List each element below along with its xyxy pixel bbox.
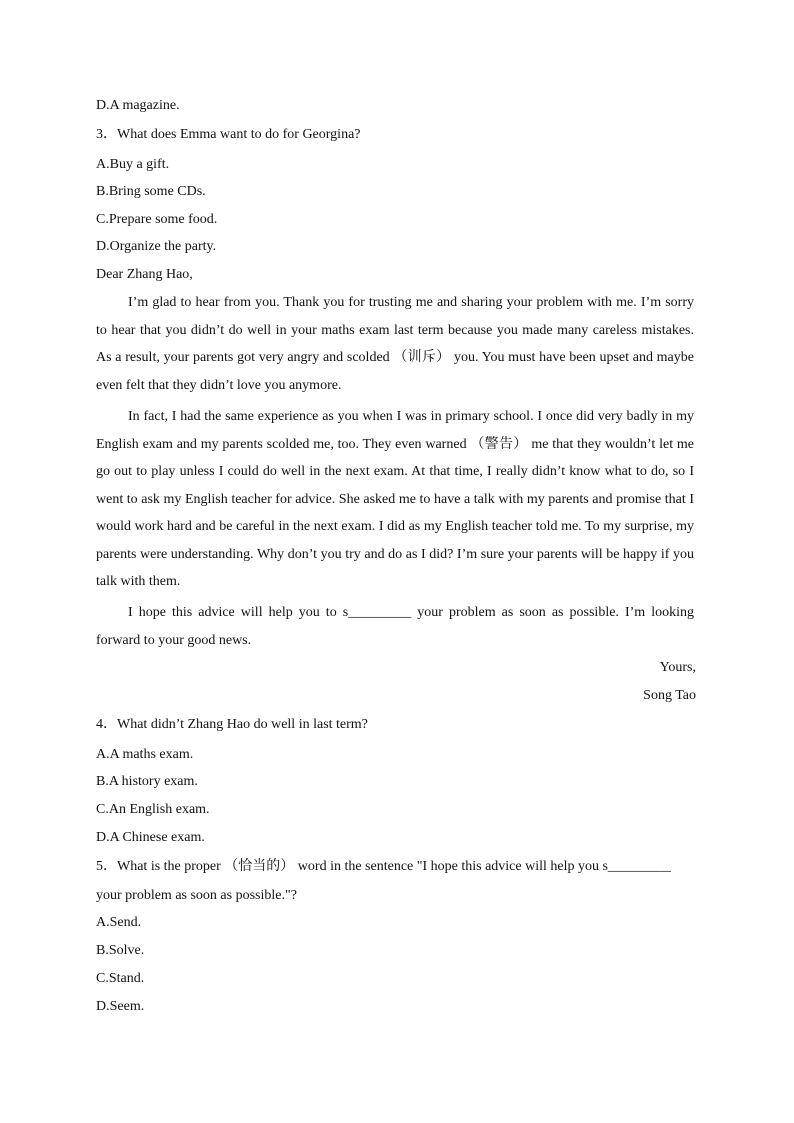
letter-paragraph: I’m glad to hear from you. Thank you for trusting me and sharing your problem with me. I’m sorry to hear that you didn’t do well in your maths exam last term because you made many careless mistakes. As a result, your parents got very angry and scolded （训斥） you. You must have been upset and maybe even felt that they didn’t love you anymore. xyxy=(96,295,694,393)
letter-paragraph: I hope this advice will help you to s_________ your problem as soon as possible. I’m looking forward to your good news. xyxy=(96,605,694,648)
q3-question: 3．What does Emma want to do for Georgina? xyxy=(96,127,361,142)
q4-question: 4．What didn’t Zhang Hao do well in last term? xyxy=(96,717,368,732)
q3-option-b: B.Bring some CDs. xyxy=(96,184,206,199)
q5-option-c: C.Stand. xyxy=(96,971,145,986)
q5-question: 5．What is the proper （恰当的） word in the sentence "I hope this advice will help you s_________ your problem as soon as possible."? xyxy=(96,859,671,903)
letter-signature: Song Tao xyxy=(643,688,696,703)
q2-option-d: D.A magazine. xyxy=(96,98,180,113)
q4-option-a: A.A maths exam. xyxy=(96,747,194,762)
letter-paragraph: In fact, I had the same experience as you when I was in primary school. I once did very badly in my English exam and my parents scolded me, too. They even warned （警告） me that they wouldn’t let me go out to play unless I could do well in the next exam. At that time, I really didn’t know what to do, so I went to ask my English teacher for advice. She asked me to have a talk with my parents and promise that I would work hard and be careful in the next exam. I did as my English teacher told me. To my surprise, my parents were understanding. Why don’t you try and do as I did? I’m sure your parents will be happy if you talk with them. xyxy=(96,409,694,589)
q3-option-c: C.Prepare some food. xyxy=(96,212,218,227)
q5-option-a: A.Send. xyxy=(96,915,142,930)
q3-option-a: A.Buy a gift. xyxy=(96,157,170,172)
q4-option-d: D.A Chinese exam. xyxy=(96,830,205,845)
q5-option-d: D.Seem. xyxy=(96,999,145,1014)
letter-closing: Yours, xyxy=(659,660,696,675)
letter-salutation: Dear Zhang Hao, xyxy=(96,267,193,282)
q4-option-b: B.A history exam. xyxy=(96,774,198,789)
q5-option-b: B.Solve. xyxy=(96,943,145,958)
q4-option-c: C.An English exam. xyxy=(96,802,210,817)
q3-option-d: D.Organize the party. xyxy=(96,239,217,254)
